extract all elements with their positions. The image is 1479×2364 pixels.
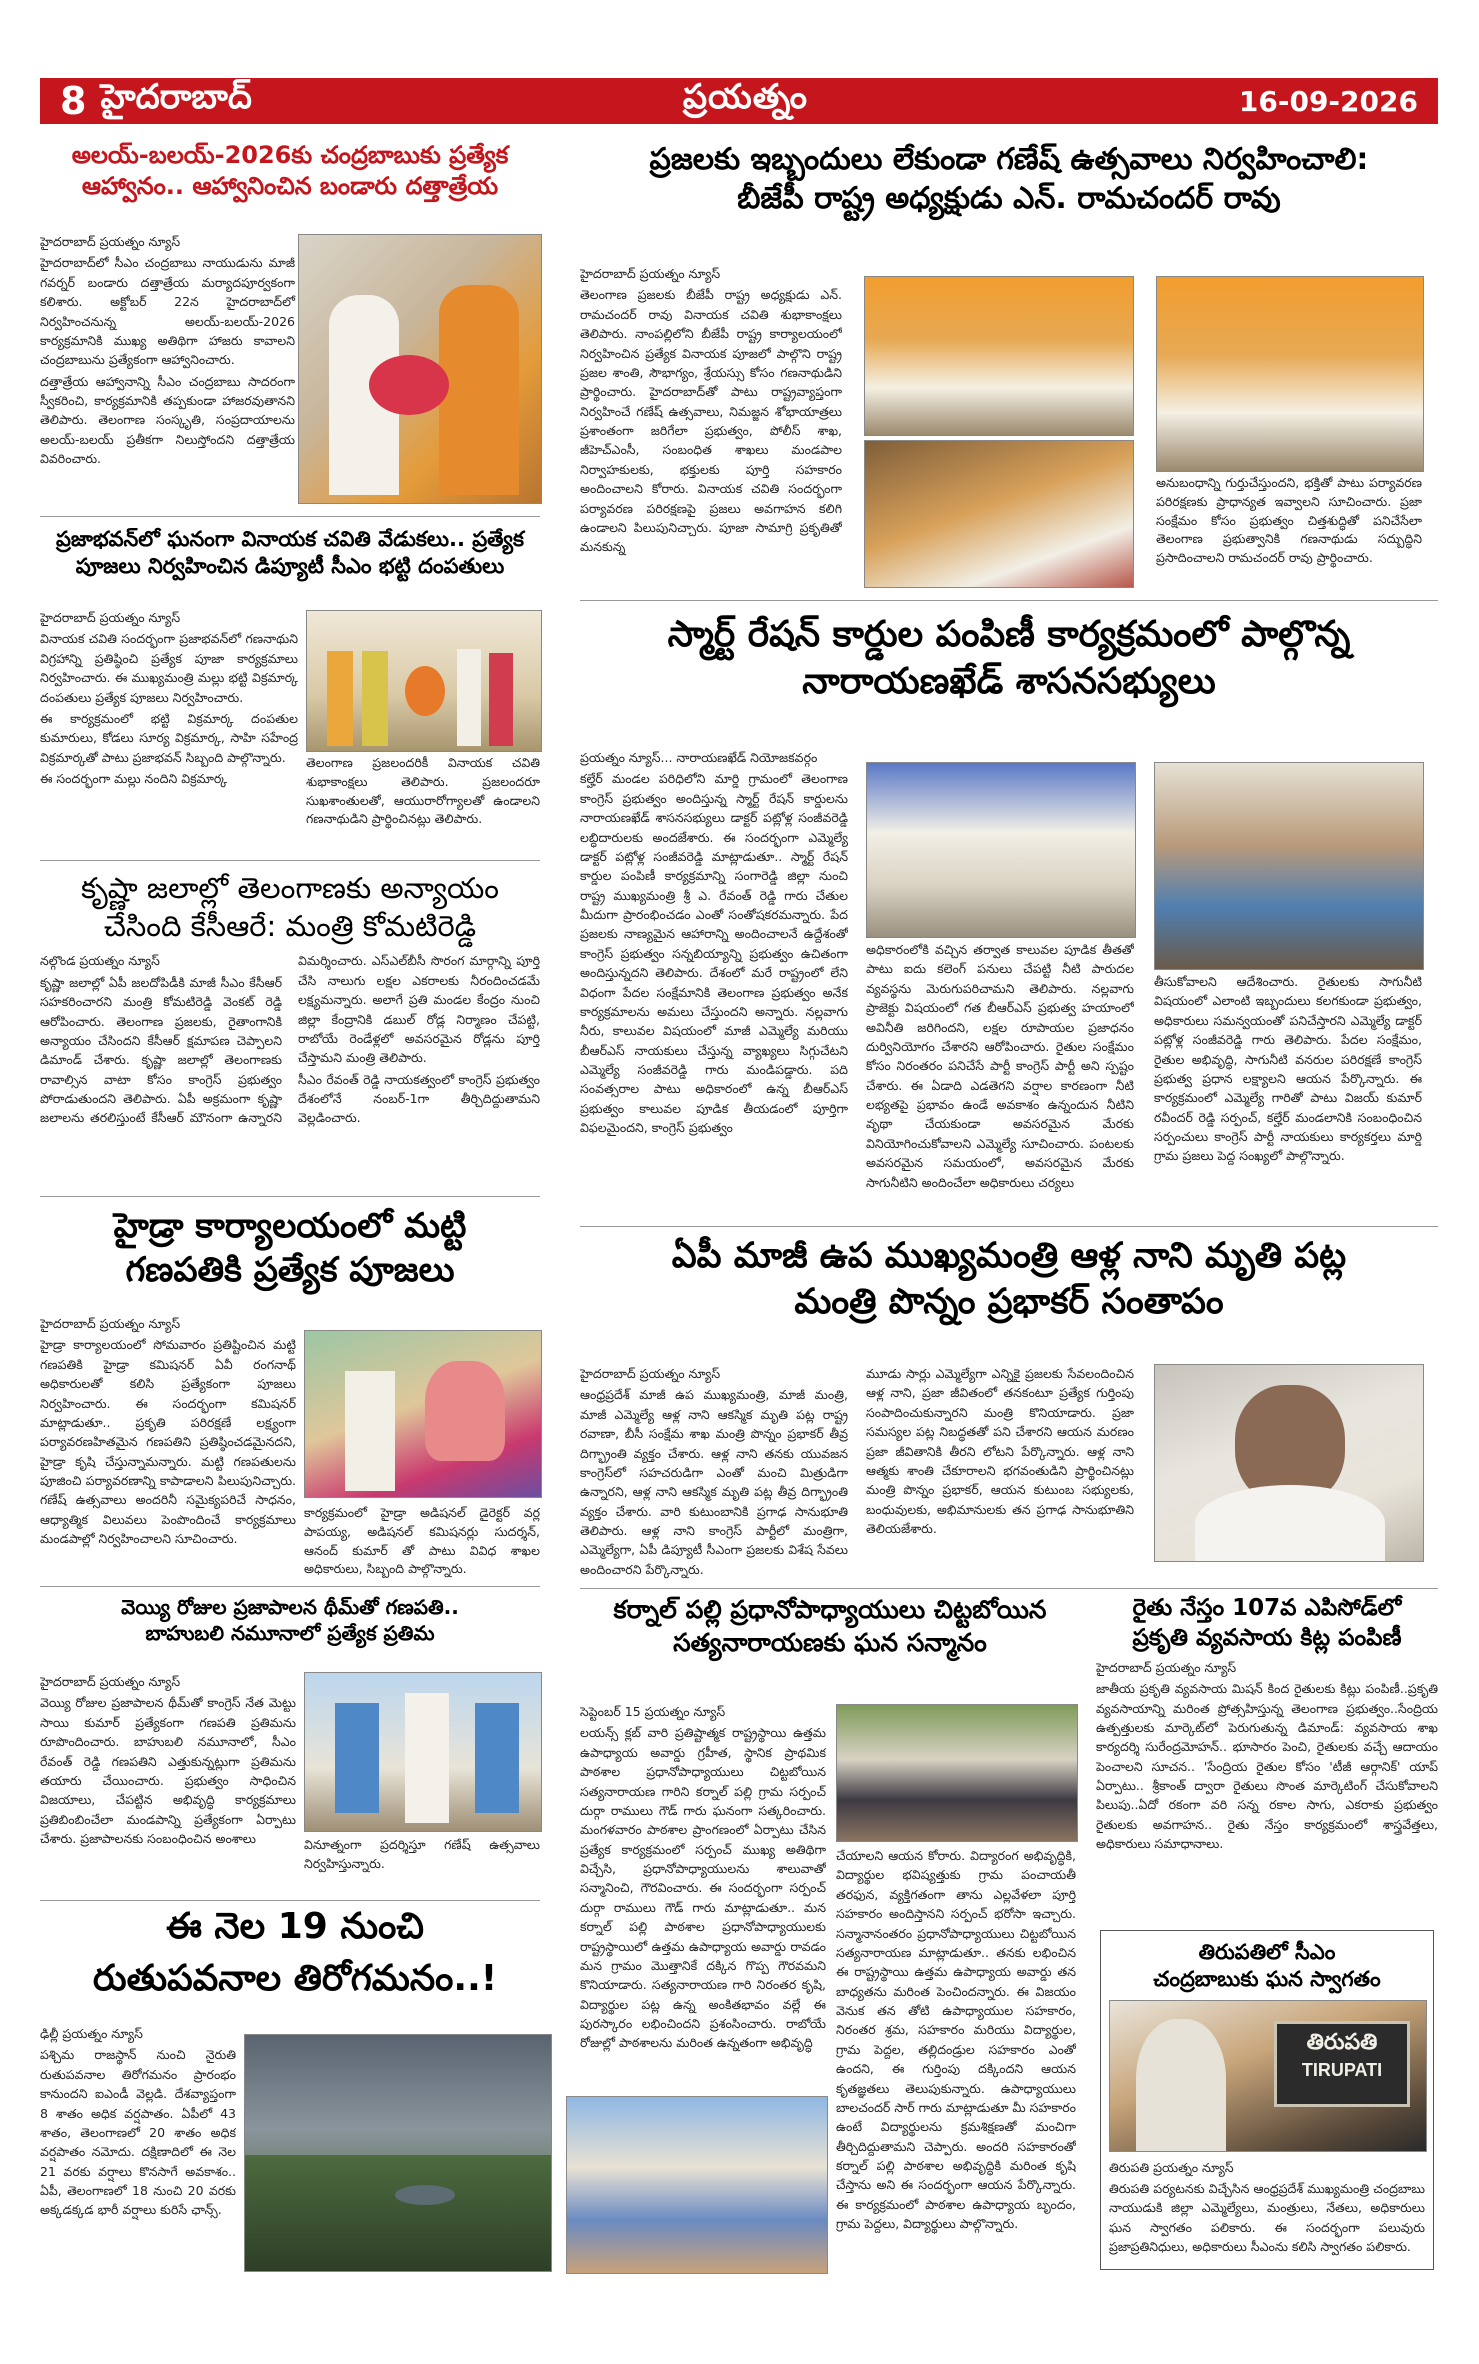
divider: [40, 860, 540, 861]
divider: [580, 1226, 1438, 1227]
article-tirupati: [1100, 1930, 1434, 2270]
headline: బీజేపీ రాష్ట్ర అధ్యక్షుడు ఎన్. రామచందర్ రావు: [737, 181, 1281, 216]
photo-ponnam-prabhakar: [1154, 1364, 1424, 1562]
body-text: దత్తాత్రేయ ఆహ్వానాన్ని సీఎం చంద్రబాబు సాదరంగా స్వీకరించి, కార్యక్రమానికి తప్పకుండా హాజరవుతానని తెలిపారు. తెలంగాణ సంస్కృతి, సంప్రదాయాలను అలయ్-బలయ్ ప్రతీకగా నిలుస్తోందని దత్తాత్రేయ వివరించారు.: [40, 373, 295, 467]
masthead: [40, 78, 1438, 124]
sign-text-telugu: తిరుపతి: [1306, 2029, 1378, 2055]
dateline: ఢిల్లీ ప్రయత్నం న్యూస్: [40, 2026, 143, 2041]
sign-text-english: TIRUPATI: [1301, 2059, 1383, 2080]
article-ration-card-body: [580, 748, 848, 1218]
headline: ఆహ్వానం.. ఆహ్వానించిన బండారు దత్తాత్రేయ: [81, 172, 499, 201]
issue-date: 16-09-2026: [1238, 84, 1418, 118]
headline: తిరుపతిలో సీఎం: [1198, 1940, 1336, 1964]
body-text: తీసుకోవాలని ఆదేశించారు. రైతులకు సాగునీటి విషయంలో ఎలాంటి ఇబ్బందులు కలగకుండా ప్రభుత్వం, అధికారులు సమన్వయంతో పనిచేస్తారని ఎమ్మెల్యే డాక్టర్ పట్లోళ్ల సంజీవరెడ్డి గారు తెలిపారు. పేదల సంక్షేమం, రైతుల అభివృద్ధి, సాగునీటి వనరుల పరిరక్షణే కాంగ్రెస్ ప్రభుత్వ ప్రధాన లక్ష్యాలని ఆయన పేర్కొన్నారు. ఈ కార్యక్రమంలో ఎమ్మెల్యే గారితో పాటు విజయ్ కుమార్ రవీందర్ రెడ్డి సర్పంచ్, కల్హేర్ మండలానికి సంబంధించిన సర్పంచులు కాంగ్రెస్ పార్టీ నాయకులు కార్యకర్తలు మార్డి గ్రామ ప్రజలు పెద్ద సంఖ్యలో పాల్గొన్నారు.: [1154, 974, 1422, 1164]
body-text: వెయ్యి రోజుల ప్రజాపాలన థీమ్‌తో కాంగ్రెస్ నేత మెట్టు సాయి కుమార్ ప్రత్యేకంగా గణపతి ప్రతిమను రూపొందించారు. బాహుబలి నమూనాలో, సీఎం రేవంత్ రెడ్డి గణపతిని ఎత్తుకున్నట్లుగా ప్రతిమను తయారు చేయించారు. ప్రభుత్వం సాధించిన విజయాలు, చేపట్టిన అభివృద్ధి కార్యక్రమాలు ప్రతిబింబించేలా మండపాన్ని ప్రత్యేకంగా ఏర్పాటు చేశారు. ప్రజాపాలనకు సంబంధించిన అంశాలు: [40, 1695, 296, 1846]
article-raithu-nestham: [1096, 1594, 1438, 1924]
headline: పూజలు నిర్వహించిన డిప్యూటీ సీఎం భట్టి దంపతులు: [75, 554, 505, 579]
paper-logo: ప్రయత్నం: [682, 77, 808, 117]
headline: మంత్రి పొన్నం ప్రభాకర్ సంతాపం: [794, 1281, 1224, 1322]
article-alla-nani-body: [580, 1364, 848, 1584]
headline: స్మార్ట్ రేషన్ కార్డుల పంపిణీ కార్యక్రమంలో పాల్గొన్న: [667, 614, 1351, 655]
headline: ప్రజలకు ఇబ్బందులు లేకుండా గణేష్ ఉత్సవాలు నిర్వహించాలి:: [649, 142, 1369, 177]
photo-chandrababu-dattatreya: [298, 234, 542, 504]
article-karnal-palli-headline: [580, 1594, 1080, 1698]
body-text: వినాయక చవితి సందర్భంగా ప్రజాభవన్‌లో గణనాథుని విగ్రహాన్ని ప్రతిష్ఠించి ప్రత్యేక పూజా కార్యక్రమాలు నిర్వహించారు. ఈ ముఖ్యమంత్రి మల్లు భట్టి విక్రమార్క దంపతులు ప్రత్యేక పూజలు నిర్వహించారు.: [40, 631, 298, 705]
dateline: హైదరాబాద్ ప్రయత్నం న్యూస్: [1096, 1659, 1237, 1675]
article-karnal-palli-body-2: [836, 1846, 1076, 2336]
article-alla-nani-body-2: [866, 1364, 1134, 1584]
headline: నారాయణఖేడ్ శాసనసభ్యులు: [802, 660, 1216, 702]
photo-bjp-puja-1: [864, 276, 1134, 436]
body-text: పశ్చిమ రాజస్థాన్ నుంచి నైరుతి రుతుపవనాల తిరోగమనం ప్రారంభం కానుందని ఐఎండీ వెల్లడి. దేశవ్యాప్తంగా 8 శాతం అధిక వర్షపాతం. ఏపీలో 43 శాతం, తెలంగాణలో 20 శాతం అధిక వర్షపాతం నమోదు. దక్షిణాదిలో ఈ నెల 21 వరకు వర్షాలు కొనసాగే అవకాశం.. ఏపీ, తెలంగాణలో 18 నుంచి 20 వరకు అక్కడక్కడ భారీ వర్షాలు కురిసే ఛాన్స్.: [40, 2047, 236, 2218]
dateline: తిరుపతి ప్రయత్నం న్యూస్: [1109, 2159, 1234, 2175]
dateline: హైదరాబాద్ ప్రయత్నం న్యూస్: [40, 610, 181, 625]
body-text: జాతీయ ప్రకృతి వ్యవసాయ మిషన్ కింద రైతులకు కిట్లు పంపిణీ..ప్రకృతి వ్యవసాయాన్ని మరింత ప్రోత్సహిస్తున్న తెలంగాణ ప్రభుత్వం..సేంద్రియ ఉత్పత్తులకు మార్కెట్‌లో పెరుగుతున్న డిమాండ్: వ్యవసాయ శాఖ కార్యదర్శి సురేంద్రమోహన్.. భూసారం పెంచి, రైతులకు వచ్చే ఆదాయం పెంచాలని సూచన.. 'సేంద్రియ రైతుల కోసం 'టీజీ ఆర్గానిక్' యాప్ ఏర్పాటు.. శ్రీకాంత్ ద్వారా రైతులు సొంత మార్కెటింగ్ చేసుకోవాలని పిలుపు..ఏదో రకంగా వరి సన్న రకాల సాగు, ఎకరాకు ప్రభుత్వం రైతులకు అవగాహన.. రైతు నేస్తం కార్యక్రమంలో శాస్త్రవేత్తలు, అధికారులు సమాధానాలు.: [1096, 1681, 1438, 1852]
divider: [40, 1900, 540, 1901]
article-monsoon-headline-2: [40, 1956, 550, 2016]
photo-caption: అనుబంధాన్ని గుర్తుచేస్తుందని, భక్తితో పాటు పర్యావరణ పరిరక్షణకు ప్రాధాన్యత ఇవ్వాలని సూచించారు. ప్రజా సంక్షేమం కోసం ప్రభుత్వం చిత్తశుద్ధితో పనిచేసేలా తెలంగాణ ప్రభుత్వానికి గణనాథుడు సద్బుద్ధిని ప్రసాదించాలని రామచందర్ రావు ప్రార్థించారు.: [1156, 475, 1422, 565]
headline: ప్రజాభవన్‌లో ఘనంగా వినాయక చవితి వేడుకలు.. ప్రత్యేక: [55, 527, 524, 551]
body-text: సీఎం రేవంత్ రెడ్డి నాయకత్వంలో కాంగ్రెస్ ప్రభుత్వం దేశంలోనే నంబర్-1గా తీర్చిదిద్దుతామని వెల్లడించారు.: [298, 1071, 540, 1126]
headline: చంద్రబాబుకు ఘన స్వాగతం: [1153, 1967, 1381, 1992]
headline: అలయ్-బలయ్-2026కు చంద్రబాబుకు ప్రత్యేక: [71, 141, 509, 169]
divider: [40, 516, 540, 517]
headline: ప్రకృతి వ్యవసాయ కిట్ల పంపిణీ: [1132, 1624, 1402, 1651]
photo-ration-meeting: [866, 762, 1136, 938]
dateline: హైదరాబాద్ ప్రయత్నం న్యూస్: [580, 1366, 721, 1381]
photo-caption: కార్యక్రమంలో హైడ్రా అడిషనల్ డైరెక్టర్ వర్ల పాపయ్య, అడిషనల్ కమిషనర్లు సుదర్శన్, ఆనంద్ కుమార్ తో పాటు వివిధ శాఖల అధికారులు, సిబ్బంది పాల్గొన్నారు.: [304, 1505, 540, 1577]
article-ganesh-bjp-body: [580, 264, 842, 584]
dateline: ప్రయత్నం న్యూస్... నారాయణఖేడ్ నియోజకవర్గం: [580, 750, 818, 765]
body-text: కల్హేర్ మండల పరిధిలోని మార్డి గ్రామంలో తెలంగాణ కాంగ్రెస్ ప్రభుత్వం అందిస్తున్న స్మార్ట్ రేషన్ కార్డులను నారాయణఖేడ్ శాసనసభ్యులు డాక్టర్ పట్లోళ్ల సంజీవరెడ్డి లబ్ధిదారులకు అందజేశారు. ఈ సందర్భంగా ఎమ్మెల్యే డాక్టర్ పట్లోళ్ల సంజీవరెడ్డి మాట్లాడుతూ.. స్మార్ట్ రేషన్ కార్డుల పంపిణీ కార్యక్రమాన్ని సంగారెడ్డి జిల్లా నుంచి రాష్ట్ర ముఖ్యమంత్రి శ్రీ ఎ. రేవంత్ రెడ్డి గారు చేతుల మీదుగా ప్రారంభించడం ఎంతో సంతోషకరమన్నారు. పేద ప్రజలకు నాణ్యమైన ఆహారాన్ని అందించాలనే ఉద్దేశంతో కాంగ్రెస్ ప్రభుత్వం సన్నబియ్యాన్ని ప్రభుత్వం ఉచితంగా అందిస్తున్నదని తెలిపారు. దేశంలో మరే రాష్ట్రంలో లేని విధంగా పేదల సంక్షేమానికి తెలంగాణ ప్రభుత్వం అనేక కార్యక్రమాలను అమలు చేస్తుందని అన్నారు. నల్లవాగు నీరు, కాలువల విషయంలో మాజీ ఎమ్మెల్యే మరియు బీఆర్ఎస్ నాయకులు చేస్తున్న వ్యాఖ్యలు సిగ్గుచేటని ఎమ్మెల్యే సంజీవరెడ్డి గారు మండిపడ్డారు. పది సంవత్సరాల పాటు అధికారంలో ఉన్న బీఆర్ఎస్ ప్రభుత్వం కాలువల పూడిక తీయడంలో పూర్తిగా విఫలమైందని, కాంగ్రెస్ ప్రభుత్వం: [580, 771, 848, 1136]
body-text: ఈ కార్యక్రమంలో భట్టి విక్రమార్క దంపతుల కుమారులు, కోడలు సూర్య విక్రమార్క, సాహి సహేంద్ర విక్రమార్కతో పాటు ప్రజాభవన్ సిబ్బంది పాల్గొన్నారు.: [40, 710, 298, 765]
photo-bjp-puja-2: [1156, 276, 1424, 472]
photo-felicitation: [836, 1704, 1078, 1842]
body-text: హైడ్రా కార్యాలయంలో సోమవారం ప్రతిష్టించిన మట్టి గణపతికి హైడ్రా కమిషనర్ ఏవీ రంగనాథ్ అధికారులతో కలిసి ప్రత్యేకంగా పూజలు నిర్వహించారు. ఈ సందర్భంగా కమిషనర్ మాట్లాడుతూ.. ప్రకృతి పరిరక్షణే లక్ష్యంగా పర్యావరణహితమైన గణపతిని ప్రతిష్ఠించడమైనదని, హైడ్రా కృషి చేస్తున్నామన్నారు. మట్టి గణపతులను పూజించి పర్యావరణాన్ని కాపాడాలని పిలుపునిచ్చారు. గణేష్ ఉత్సవాలు అందరినీ సమైక్యపరిచే సాధనం, ఆధ్యాత్మిక విలువలు పెంపొందించే కార్యక్రమాలు మండపాల్లో నిర్వహించాలని సూచించారు.: [40, 1337, 296, 1547]
article-ration-card-body-2: [866, 940, 1134, 1216]
photo-bhatti-family: [306, 610, 542, 752]
body-text: హైదరాబాద్‌లో సీఎం చంద్రబాబు నాయుడును మాజీ గవర్నర్ బండారు దత్తాత్రేయ మర్యాదపూర్వకంగా కలిశారు. అక్టోబర్ 22న హైదరాబాద్‌లో నిర్వహించనున్న అలయ్-బలయ్-2026 కార్యక్రమానికి ముఖ్య అతిథిగా హాజరు కావాలని చంద్రబాబును ప్రత్యేకంగా ఆహ్వానించారు.: [40, 255, 295, 368]
headline: కృష్ణా జలాల్లో తెలంగాణకు అన్యాయం: [81, 871, 499, 905]
body-text: చేయాలని ఆయన కోరారు. విద్యారంగ అభివృద్ధికి, విద్యార్థుల భవిష్యత్తుకు గ్రామ పంచాయతీ తరఫున, వ్యక్తిగతంగా తాను ఎల్లవేళలా పూర్తి సహకారం అందిస్తానని సర్పంచ్ భరోసా ఇచ్చారు. సన్మానానంతరం ప్రధానోపాధ్యాయులు చిట్టబోయిన సత్యనారాయణ మాట్లాడుతూ.. తనకు లభించిన ఈ రాష్ట్రస్థాయి ఉత్తమ ఉపాధ్యాయ అవార్డు తన బాధ్యతను మరింత పెంచిందన్నారు. ఈ విజయం వెనుక తన తోటి ఉపాధ్యాయుల సహకారం, నిరంతర శ్రమ, సహకారం మరియు విద్యార్థుల, గ్రామ పెద్దల, తల్లిదండ్రుల సహకారం ఎంతో ఉందని, ఈ గుర్తింపు దక్కిందని ఆయన కృతజ్ఞతలు తెలుపుకున్నారు. ఉపాధ్యాయులు బాలచందర్ సార్ గారు మాట్లాడుతూ మీ సహకారం ఉంటే విద్యార్థులను క్రమశిక్షణతో మంచిగా తీర్చిదిద్దుతామని చెప్పారు. అందరి సహకారంతో కర్నాల్ పల్లి పాఠశాల అభివృద్ధికి మరింత కృషి చేస్తాను అని ఈ సందర్భంగా ఆయన పేర్కొన్నారు. ఈ కార్యక్రమంలో పాఠశాల ఉపాధ్యాయ బృందం, గ్రామ పెద్దలు, విద్యార్థులు పాల్గొన్నారు.: [836, 1848, 1076, 2232]
headline: గణపతికి ప్రత్యేక పూజలు: [125, 1250, 455, 1291]
body-text: తిరుపతి పర్యటనకు విచ్చేసిన ఆంధ్రప్రదేశ్ ముఖ్యమంత్రి చంద్రబాబు నాయుడుకి జిల్లా ఎమ్మెల్యేలు, మంత్రులు, నేతలు, అధికారులు ఘన స్వాగతం పలికారు. ఈ సందర్భంగా పలువురు ప్రజాప్రతినిధులు, అధికారులు సీఎంను కలిసి స్వాగతం పలికారు.: [1109, 2180, 1425, 2255]
section-name: హైదరాబాద్: [100, 77, 252, 117]
headline: ఈ నెల 19 నుంచి: [166, 1906, 424, 1947]
dateline: సెప్టెంబర్ 15 ప్రయత్నం న్యూస్: [580, 1704, 726, 1719]
divider: [40, 1586, 540, 1587]
article-karnal-palli-body: [580, 1702, 826, 2092]
body-text: తెలంగాణ ప్రజలకు బీజేపీ రాష్ట్ర అధ్యక్షుడు ఎన్. రామచందర్ రావు వినాయక చవితి శుభాకాంక్షలు తెలిపారు. నాంపల్లిలోని బీజేపీ రాష్ట్ర కార్యాలయంలో నిర్వహించిన ప్రత్యేక వినాయక పూజలో పాల్గొని రాష్ట్ర ప్రజల శాంతి, సౌభాగ్యం, శ్రేయస్సు కోసం గణనాథుడిని ప్రార్థించారు. హైదరాబాద్‌తో పాటు రాష్ట్రవ్యాప్తంగా నిర్వహించే గణేష్ ఉత్సవాలు, నిమజ్జన శోభాయాత్రలు ప్రశాంతంగా జరిగేలా ప్రభుత్వం, పోలీస్ శాఖ, జీహెచ్ఎంసీ, సంబంధిత శాఖలు మండపాల నిర్వాహకులకు, భక్తులకు పూర్తి సహకారం అందించాలని కోరారు. వినాయక చవితి సందర్భంగా పర్యావరణ పరిరక్షణపై ప్రజలు అవగాహన కలిగి ఉండాలని పిలుపునిచ్చారు. పూజా సామాగ్రి ప్రకృతితో మనకున్న: [580, 287, 842, 555]
body-text: అధికారంలోకి వచ్చిన తర్వాత కాలువల పూడిక తీతతో పాటు ఐదు కలెంగ్ పనులు చేపట్టి నీటి పారుదల వ్యవస్థను మెరుగుపరిచామని తెలిపారు. నల్లవాగు ప్రాజెక్టు విషయంలో గత బీఆర్ఎస్ ప్రభుత్వ హయాంలో అవినీతి జరిగిందని, లక్షల రూపాయల ప్రజాధనం దుర్వినియోగం చేశారని ఆరోపించారు. రైతుల సంక్షేమం కోసం నిరంతరం పనిచేసే పార్టీ కాంగ్రెస్ పార్టీ అని స్పష్టం చేశారు. ఈ ఏడాది ఎడతెగని వర్షాల కారణంగా నీటి లభ్యతపై ప్రభావం ఉండే అవకాశం ఉన్నందున నీటిని వృథా చేయకుండా అవసరమైన మేరకు వినియోగించుకోవాలని ఎమ్మెల్యే సూచించారు. పంటలకు అవసరమైన సమయంలో, అవసరమైన మేరకు సాగునీటిని అందించేలా అధికారులు చర్యలు: [866, 942, 1134, 1190]
dateline: హైదరాబాద్ ప్రయత్నం న్యూస్: [40, 234, 181, 249]
photo-hydra-ganapati: [304, 1330, 542, 1498]
article-monsoon-body: [40, 2024, 236, 2324]
dateline: హైదరాబాద్ ప్రయత్నం న్యూస్: [40, 1316, 181, 1331]
photo-ganapati-theme: [304, 1672, 542, 1832]
body-text: ఆంధ్రప్రదేశ్ మాజీ ఉప ముఖ్యమంత్రి, మాజీ మంత్రి, మాజీ ఎమ్మెల్యే ఆళ్ల నాని ఆకస్మిక మృతి పట్ల రాష్ట్ర రవాణా, బీసీ సంక్షేమ శాఖ మంత్రి పొన్నం ప్రభాకర్ తీవ్ర దిగ్భ్రాంతి వ్యక్తం చేశారు. ఆళ్ల నాని తనకు యువజన కాంగ్రెస్‌లో సహచరుడిగా ఎంతో మంచి మిత్రుడిగా ఉన్నారని, ఆళ్ల నాని ఆకస్మిక మృతి పట్ల తీవ్ర దిగ్భ్రాంతి వ్యక్తం చేశారు. వారి కుటుంబానికి ప్రగాఢ సానుభూతి తెలిపారు. ఆళ్ల నాని కాంగ్రెస్ పార్టీలో మంత్రిగా, ఎమ్మెల్యేగా, ఏపీ డిప్యూటీ సీఎంగా ప్రజలకు విశేష సేవలు అందించారని పేర్కొన్నారు.: [580, 1387, 848, 1577]
divider: [40, 1196, 540, 1197]
headline: హైడ్రా కార్యాలయంలో మట్టి: [113, 1206, 467, 1246]
dateline: హైదరాబాద్ ప్రయత్నం న్యూస్: [40, 1674, 181, 1689]
tirupati-sign: [1274, 2021, 1410, 2107]
headline: రుతుపవనాల తిరోగమనం..!: [92, 1958, 498, 1999]
headline: ఏపీ మాజీ ఉప ముఖ్యమంత్రి ఆళ్ల నాని మృతి పట్ల: [671, 1236, 1347, 1276]
headline: బాహుబలి నమూనాలో ప్రత్యేక ప్రతిమ: [145, 1621, 435, 1645]
photo-bjp-puja-3: [864, 440, 1134, 588]
headline: కర్నాల్ పల్లి ప్రధానోపాధ్యాయులు చిట్టబోయిన: [613, 1595, 1047, 1624]
body-text: ఈ సందర్భంగా మల్లు నందిని విక్రమార్క: [40, 771, 228, 786]
article-alla-nani-headline: [580, 1234, 1438, 1354]
article-ganesh-bjp-headline: [580, 140, 1438, 250]
body-text: లయన్స్ క్లబ్ వారి ప్రతిష్టాత్మక రాష్ట్రస్థాయి ఉత్తమ ఉపాధ్యాయ అవార్డు గ్రహీత, స్థానిక ప్రాథమిక పాఠశాల ప్రధానోపాధ్యాయులు చిట్టబోయిన సత్యనారాయణ గారిని కర్నాల్ పల్లి గ్రామ సర్పంచ్ దుర్గా రాములు గౌడ్ గారు ఘనంగా సత్కరించారు. మంగళవారం పాఠశాల ప్రాంగణంలో ఏర్పాటు చేసిన ప్రత్యేక కార్యక్రమంలో సర్పంచ్ ముఖ్య అతిథిగా విచ్చేసి, ప్రధానోపాధ్యాయులను శాలువాతో సన్మానించి, గౌరవించారు. ఈ సందర్భంగా సర్పంచ్ దుర్గా రాములు గౌడ్ గారు మాట్లాడుతూ.. మన కర్నాల్ పల్లి పాఠశాల ప్రధానోపాధ్యాయులకు రాష్ట్రస్థాయిలో ఉత్తమ ఉపాధ్యాయ అవార్డు రావడం మన గ్రామం మొత్తానికే దక్కిన గొప్ప గౌరవమని కొనియాడారు. సత్యనారాయణ గారి నిరంతర కృషి, విద్యార్థుల పట్ల ఉన్న అంకితభావం వల్లే ఈ పురస్కారం లభించిందని ప్రశంసించారు. రాబోయే రోజుల్లో పాఠశాలను మరింత ఉన్నతంగా అభివృద్ధి: [580, 1725, 826, 2051]
body-text: కృష్ణా జలాల్లో ఏపీ జలదోపిడీకి మాజీ సీఎం కేసీఆర్ సహకరించారని మంత్రి కోమటిరెడ్డి వెంకట్ రెడ్డి ఆరోపించారు. తెలంగాణ ప్రజలకు, రైతాంగానికి అన్యాయం చేసిందని కేసీఆర్ క్షమాపణ చెప్పాలని డిమాండ్ చేశారు. కృష్ణా జలాల్లో తెలంగాణకు రావాల్సిన వాటా కోసం కాంగ్రెస్ ప్రభుత్వం పోరాడుతుందని తెలిపారు. ఏపీ అక్రమంగా కృష్ణా జలాలను తరలిస్తుంటే కేసీఆర్ మౌనంగా ఉన్నారని విమర్శించారు. ఎస్ఎల్‌బీసీ సొరంగ మార్గాన్ని పూర్తి చేసి నాలుగు లక్షల ఎకరాలకు నీరందించడమే లక్ష్యమన్నారు. అలాగే ప్రతి మండల కేంద్రం నుంచి జిల్లా కేంద్రానికి డబుల్ రోడ్ల నిర్మాణం చేపట్టి, రాబోయే రెండేళ్లలో అవసరమైన రోడ్లను పూర్తి చేస్తామని మంత్రి తెలిపారు.: [40, 953, 540, 1126]
divider: [580, 600, 1438, 601]
photo-ration-distribution: [1154, 762, 1424, 970]
photo-school-students: [566, 2096, 828, 2274]
page-number: 8: [60, 79, 87, 123]
headline: రైతు నేస్తం 107వ ఎపిసోడ్‌లో: [1132, 1595, 1402, 1621]
photo-cm-tirupati: [1109, 2000, 1427, 2152]
dateline: నల్గొండ ప్రయత్నం న్యూస్: [40, 953, 160, 969]
dateline: హైదరాబాద్ ప్రయత్నం న్యూస్: [580, 266, 721, 281]
headline: చేసింది కేసీఆరే: మంత్రి కోమటిరెడ్డి: [103, 908, 477, 943]
article-ration-card-headline: [580, 612, 1438, 732]
body-text: మూడు సార్లు ఎమ్మెల్యేగా ఎన్నికై ప్రజలకు సేవలందించిన ఆళ్ల నాని, ప్రజా జీవితంలో తనకంటూ ప్రత్యేక గుర్తింపు సంపాదించుకున్నారని మంత్రి కొనియాడారు. ప్రజా సమస్యల పట్ల నిబద్ధతతో పని చేశారని ఆయన మరణం ప్రజా జీవితానికి తీరని లోటని పేర్కొన్నారు. ఆళ్ల నాని ఆత్మకు శాంతి చేకూరాలని భగవంతుడిని ప్రార్థించినట్లు మంత్రి పొన్నం ప్రభాకర్, ఆయన కుటుంబ సభ్యులకు, బంధువులకు, అభిమానులకు తన ప్రగాఢ సానుభూతిని తెలియజేశారు.: [866, 1366, 1134, 1536]
photo-rain: [244, 2034, 552, 2272]
headline: వెయ్యి రోజుల ప్రజాపాలన థీమ్‌తో గణపతి..: [121, 1595, 459, 1619]
divider: [580, 1588, 1438, 1589]
article-ration-card-body-3: [1154, 972, 1422, 1218]
photo-caption: వినూత్నంగా ప్రదర్శిస్తూ గణేష్ ఉత్సవాలు నిర్వహిస్తున్నారు.: [304, 1837, 540, 1871]
page-header-left: [60, 77, 252, 125]
photo-caption: తెలంగాణ ప్రజలందరికీ వినాయక చవితి శుభాకాంక్షలు తెలిపారు. ప్రజలందరూ సుఖశాంతులతో, ఆయురారోగ్యాలతో ఉండాలని గణనాథుడిని ప్రార్థించినట్లు తెలిపారు.: [306, 755, 540, 827]
article-krishna: [40, 870, 540, 1190]
headline: సత్యనారాయణకు ఘన సన్మానం: [673, 1627, 987, 1657]
